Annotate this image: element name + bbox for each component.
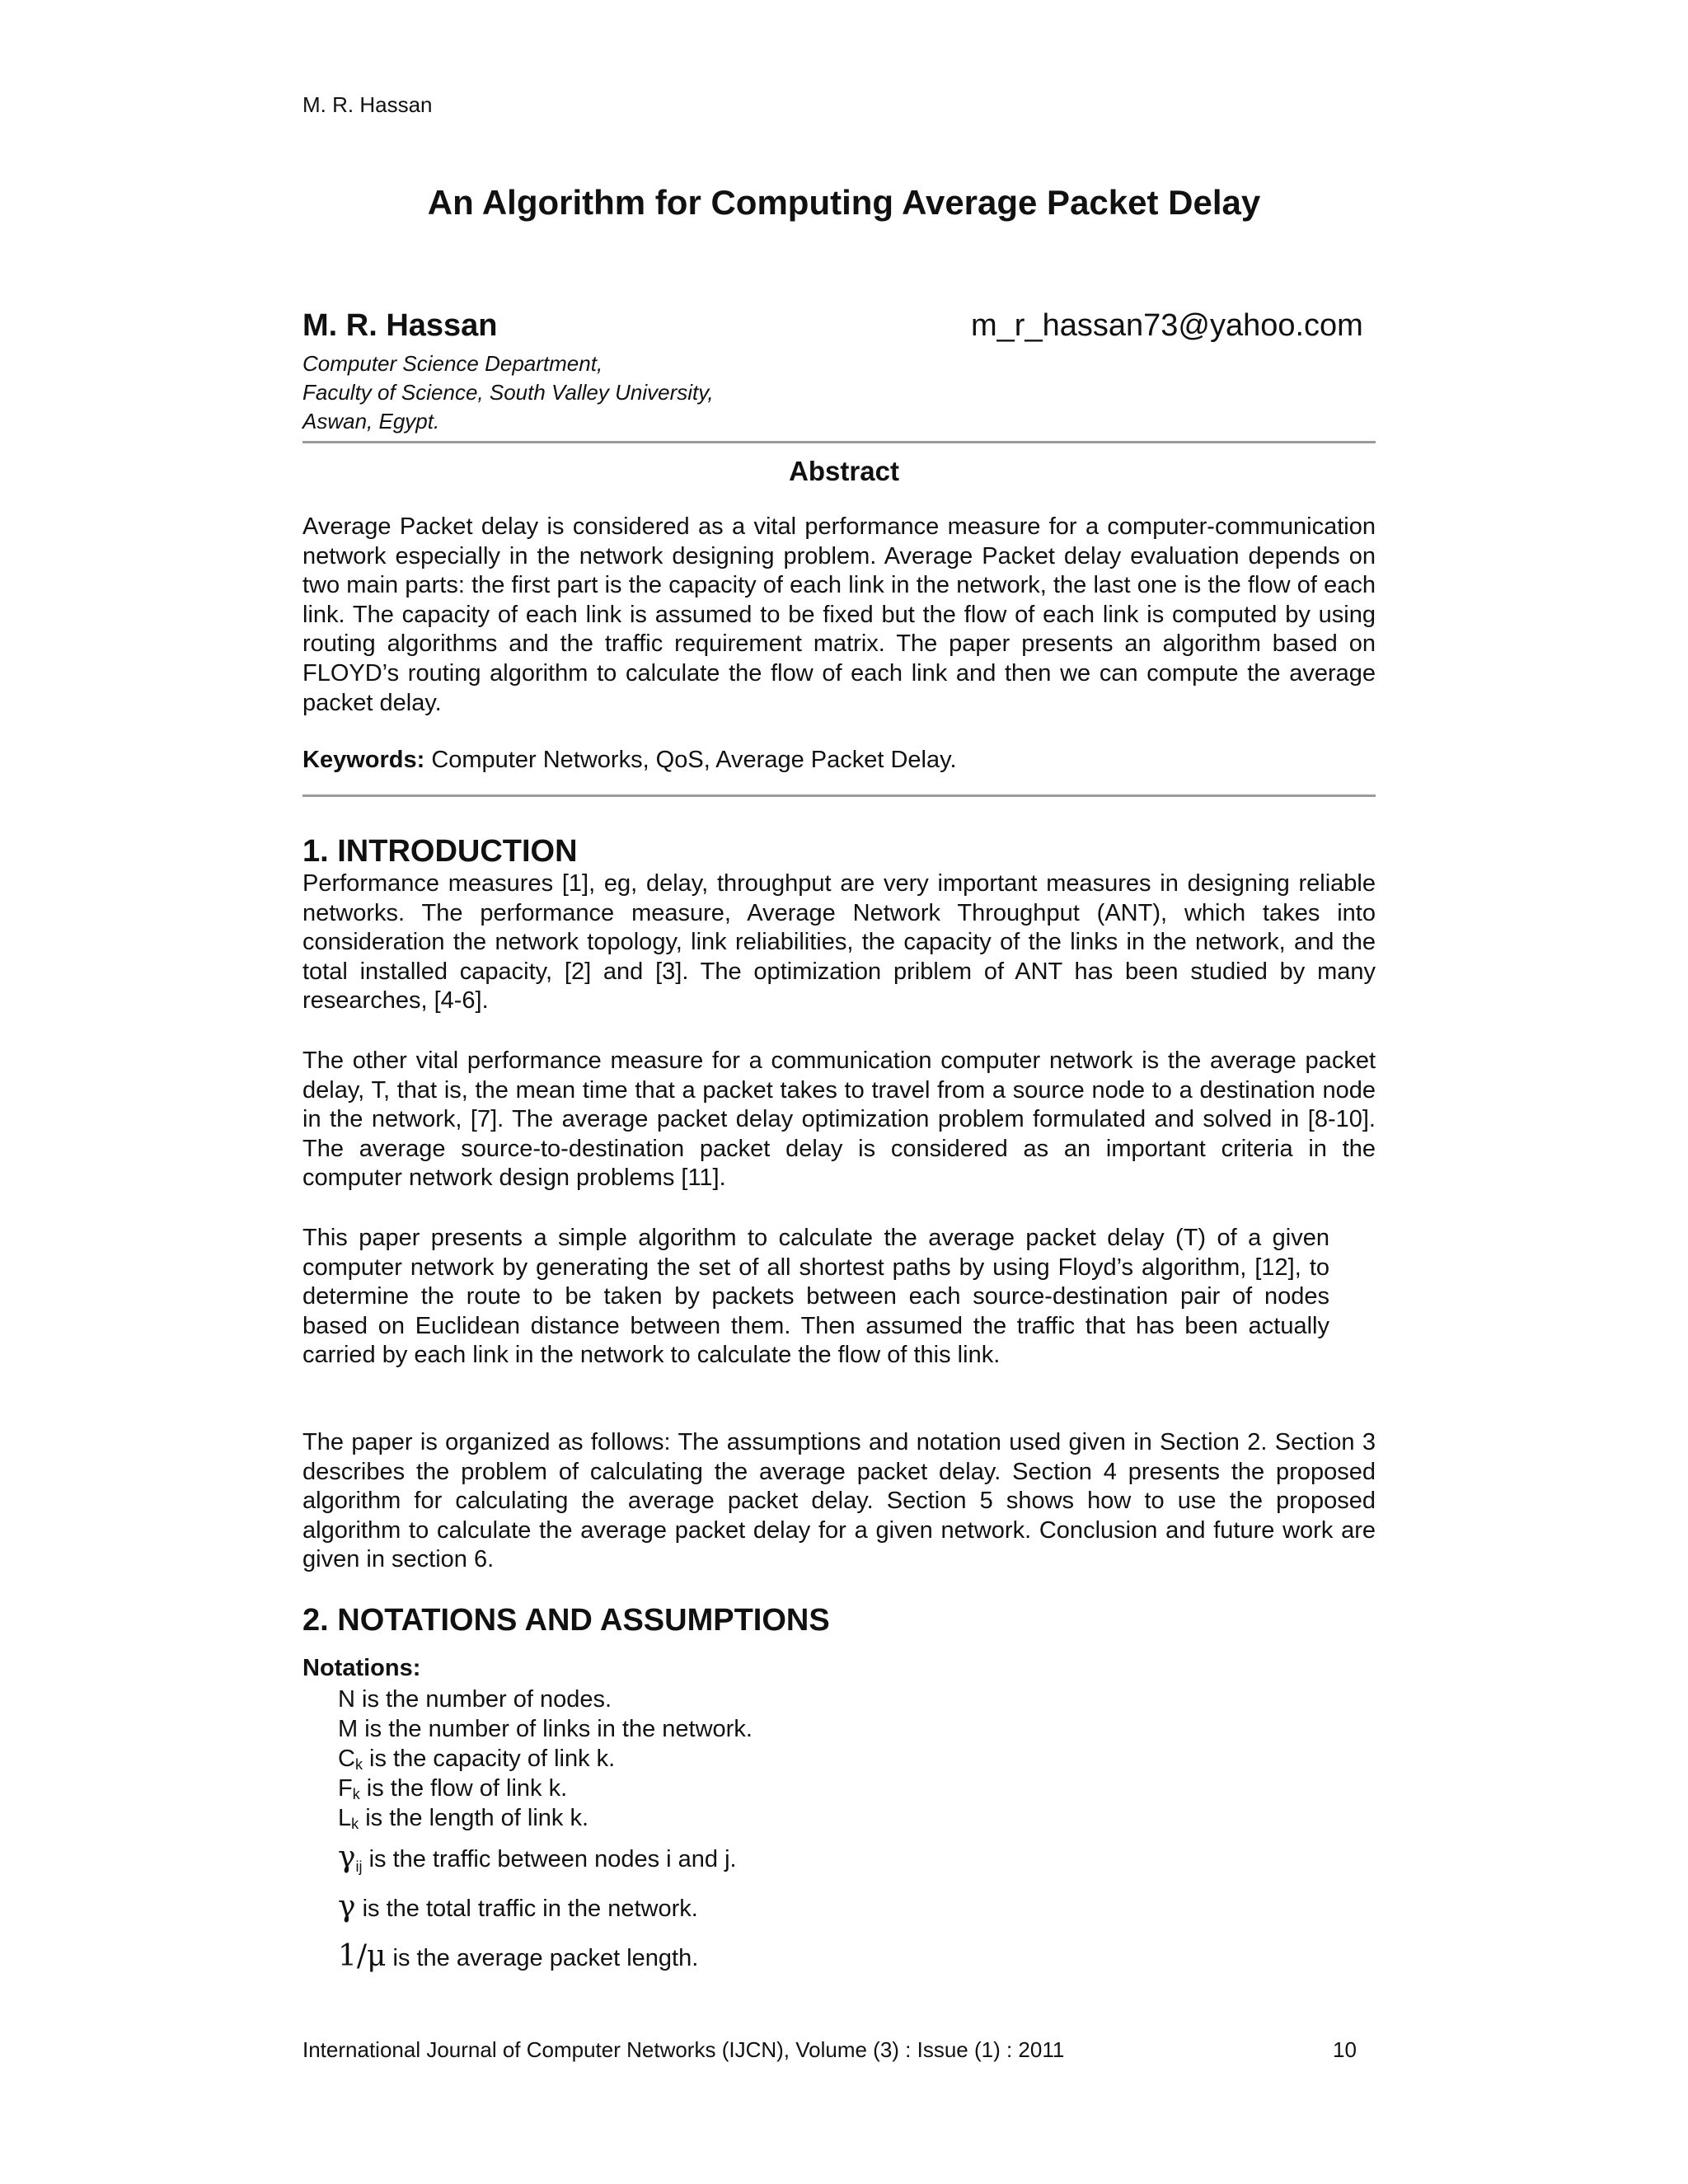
affiliation-line: Computer Science Department, xyxy=(302,351,603,376)
abstract-heading: Abstract xyxy=(789,456,899,486)
section-heading-introduction: 1. INTRODUCTION xyxy=(302,834,578,869)
intro-paragraph-4: The paper is organized as follows: The assumptions and notation used given in Section 2. Section 3 describes the problem of calculating the average packet delay. Section 4 presents the proposed algorithm for calculating the average packet delay. Section 5 shows how to use the proposed algorithm to calculate the average packet delay for a given network. Conclusion and future work are given in section 6. xyxy=(302,1429,1376,1573)
affiliation-line: Faculty of Science, South Valley University, xyxy=(302,380,714,405)
divider-bottom xyxy=(302,794,1376,797)
notation-symbol: γ xyxy=(338,1890,356,1924)
affiliation-line: Aswan, Egypt. xyxy=(302,409,440,434)
paper-title: An Algorithm for Computing Average Packet Delay xyxy=(427,183,1261,222)
running-head: M. R. Hassan xyxy=(302,92,433,117)
notation-item: M is the number of links in the network. xyxy=(338,1716,753,1742)
author-email: m_r_hassan73@yahoo.com xyxy=(971,308,1363,343)
notation-item: $L_k$ is the length of link k. xyxy=(338,1805,589,1832)
notation-symbol: F xyxy=(338,1775,353,1802)
page-number: 10 xyxy=(1333,2037,1357,2062)
author-name: M. R. Hassan xyxy=(302,308,498,343)
notation-item: N is the number of nodes. xyxy=(338,1686,612,1713)
intro-paragraph-3: This paper presents a simple algorithm to calculate the average packet delay (T) of a given computer network by generating the set of all shortest paths by using Floyd’s algorithm, [12], to determine the route to be taken by packets between each source-destination pair of nodes based on Euclidean distance between them. Then assumed the traffic that has been actually carried by each link in the network to calculate the flow of this link. xyxy=(302,1225,1329,1369)
notations-label: Notations: xyxy=(302,1655,421,1681)
keywords xyxy=(302,746,1376,776)
notation-item: $\gamma_{ij}$ is the traffic between nodes i and j. xyxy=(338,1840,737,1875)
notation-item: γ is the total traffic in the network. xyxy=(338,1890,698,1924)
divider-top xyxy=(302,441,1376,443)
notation-subscript: k xyxy=(351,1816,359,1832)
keywords-label: Keywords: xyxy=(302,747,425,773)
notation-subscript: k xyxy=(354,1756,363,1773)
keywords-text: Computer Networks, QoS, Average Packet Delay. xyxy=(424,747,957,773)
notation-subscript: k xyxy=(352,1786,360,1802)
notation-symbol: γ xyxy=(338,1840,356,1874)
section-heading-notations: 2. NOTATIONS AND ASSUMPTIONS xyxy=(302,1603,830,1638)
notation-symbol: L xyxy=(338,1805,352,1831)
intro-paragraph-2: The other vital performance measure for a communication computer network is the average packet delay, T, that is, the mean time that a packet takes to travel from a source node to a destination node in the network, [7]. The average packet delay optimization problem formulated and solved in [8-10]. The average source-to-destination packet delay is considered as an important criteria in the computer network design problems [11]. xyxy=(302,1047,1376,1192)
notation-subscript: ij xyxy=(355,1858,363,1875)
notation-item: $F_k$ is the flow of link k. xyxy=(338,1775,568,1802)
notation-item: $C_k$ is the capacity of link k. xyxy=(338,1746,616,1773)
abstract-text: Average Packet delay is considered as a vital performance measure for a computer-communication network especially in the network designing problem. Average Packet delay evaluation depends on two main parts: the first part is the capacity of each link in the network, the last one is the flow of each link. The capacity of each link is assumed to be fixed but the flow of each link is computed by using routing algorithms and the traffic requirement matrix. The paper presents an algorithm based on FLOYD’s routing algorithm to calculate the flow of each link and then we can compute the average packet delay. xyxy=(302,513,1376,716)
notation-list xyxy=(338,1685,753,1981)
intro-paragraph-1: Performance measures [1], eg, delay, throughput are very important measures in designing reliable networks. The performance measure, Average Network Throughput (ANT), which takes into consideration the network topology, link reliabilities, the capacity of the links in the network, and the total installed capacity, [2] and [3]. The optimization priblem of ANT has been studied by many researches, [4-6]. xyxy=(302,870,1376,1015)
notation-symbol: 1/μ xyxy=(338,1939,387,1973)
notation-symbol: C xyxy=(338,1746,355,1772)
author-affiliation xyxy=(302,349,714,436)
notation-item: 1/μ is the average packet length. xyxy=(338,1939,699,1973)
footer-journal: International Journal of Computer Networks (IJCN), Volume (3) : Issue (1) : 2011 xyxy=(302,2037,1065,2062)
